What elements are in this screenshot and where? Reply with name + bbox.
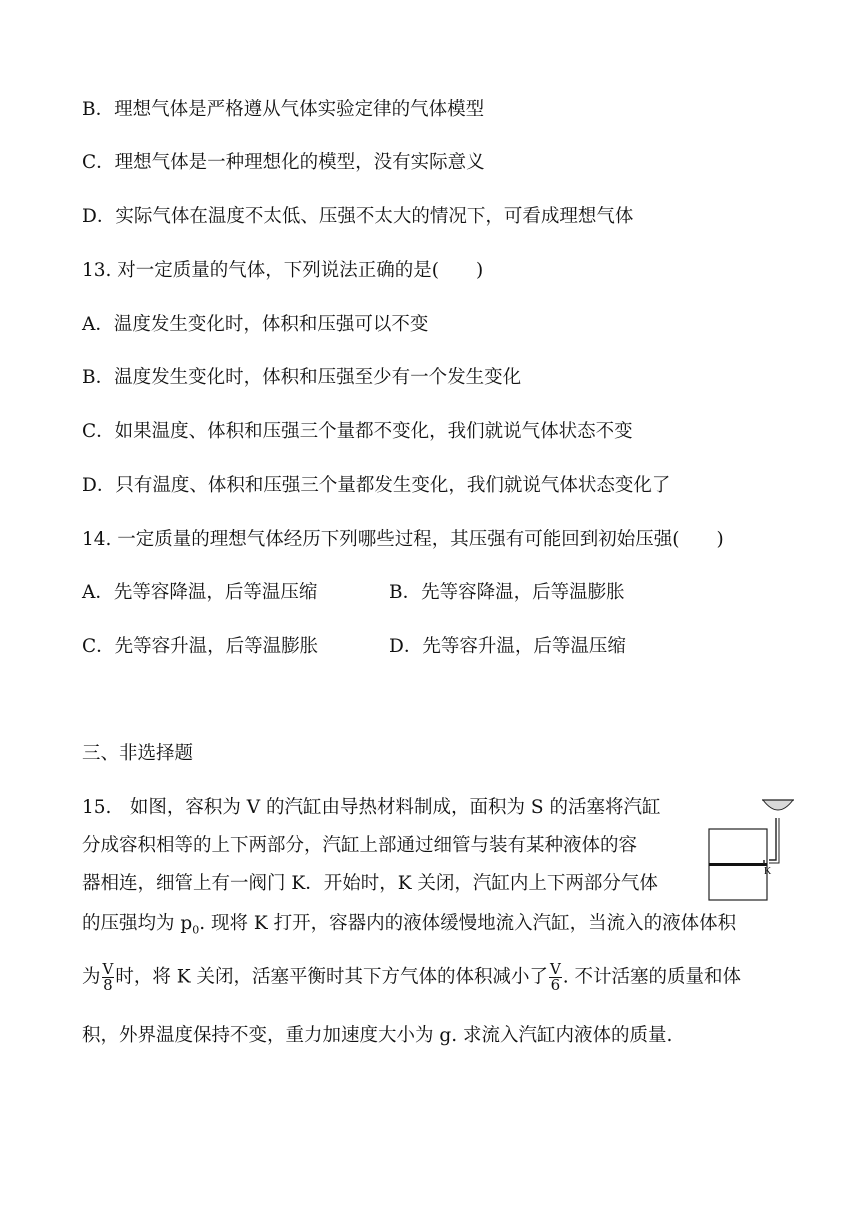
- q14-option-c: C．先等容升温，后等温膨胀: [82, 636, 319, 657]
- q12-option-d: D．实际气体在温度不太低、压强不太大的情况下，可看成理想气体: [82, 206, 634, 227]
- fraction-v-over-8: [102, 962, 115, 993]
- q15-line-5: [82, 962, 741, 993]
- q15-line-5-text-b: 时，将 K 关闭，活塞平衡时其下方气体的体积减小了: [115, 966, 548, 988]
- q15-line-4: [82, 912, 736, 943]
- q12-option-c: C．理想气体是一种理想化的模型，没有实际意义: [82, 152, 485, 173]
- liquid-container: [763, 800, 793, 810]
- q15-line-2: 分成容积相等的上下两部分，汽缸上部通过细管与装有某种液体的容: [82, 835, 638, 856]
- q12-option-b: B．理想气体是严格遵从气体实验定律的气体模型: [82, 99, 485, 120]
- section-title: 三、非选择题: [82, 743, 194, 764]
- q13-option-c: C．如果温度、体积和压强三个量都不变化，我们就说气体状态不变: [82, 421, 633, 442]
- fraction-numerator: V: [549, 960, 561, 978]
- fraction-v-over-6: [549, 962, 562, 993]
- piston: [709, 863, 767, 866]
- cylinder-figure: [706, 792, 802, 904]
- q13-option-d: D．只有温度、体积和压强三个量都发生变化，我们就说气体状态变化了: [82, 475, 671, 496]
- q13-stem: 13. 对一定质量的气体，下列说法正确的是( ): [82, 260, 484, 281]
- q15-line-5-text-a: 为: [82, 966, 101, 988]
- q15-line-5-text-c: . 不计活塞的质量和体: [562, 966, 742, 988]
- q14-option-b: B．先等容降温，后等温膨胀: [389, 582, 625, 603]
- fraction-numerator: V: [102, 960, 114, 978]
- q15-line-1: 15. 如图，容积为 V 的汽缸由导热材料制成，面积为 S 的活塞将汽缸: [82, 797, 661, 818]
- q13-option-a: A．温度发生变化时，体积和压强可以不变: [82, 314, 429, 335]
- fraction-denominator: 8: [103, 976, 113, 994]
- q15-line-4-text-a: 的压强均为 p: [82, 913, 193, 934]
- q15-line-3: 器相连，细管上有一阀门 K．开始时，K 关闭，汽缸内上下两部分气体: [82, 873, 658, 894]
- valve-label: K: [764, 866, 772, 877]
- thin-tube: [769, 818, 776, 860]
- q15-line-4-text-b: . 现将 K 打开，容器内的液体缓慢地流入汽缸，当流入的液体体积: [199, 913, 737, 934]
- q14-option-a: A．先等容降温，后等温压缩: [82, 582, 318, 603]
- q15-line-6: 积，外界温度保持不变，重力加速度大小为 g. 求流入汽缸内液体的质量.: [82, 1025, 673, 1046]
- q13-option-b: B．温度发生变化时，体积和压强至少有一个发生变化: [82, 367, 522, 388]
- q14-stem: 14. 一定质量的理想气体经历下列哪些过程，其压强有可能回到初始压强( ): [82, 529, 724, 550]
- q14-option-d: D．先等容升温，后等温压缩: [389, 636, 626, 657]
- fraction-denominator: 6: [550, 976, 561, 994]
- q15-p0-subscript: 0: [192, 923, 200, 937]
